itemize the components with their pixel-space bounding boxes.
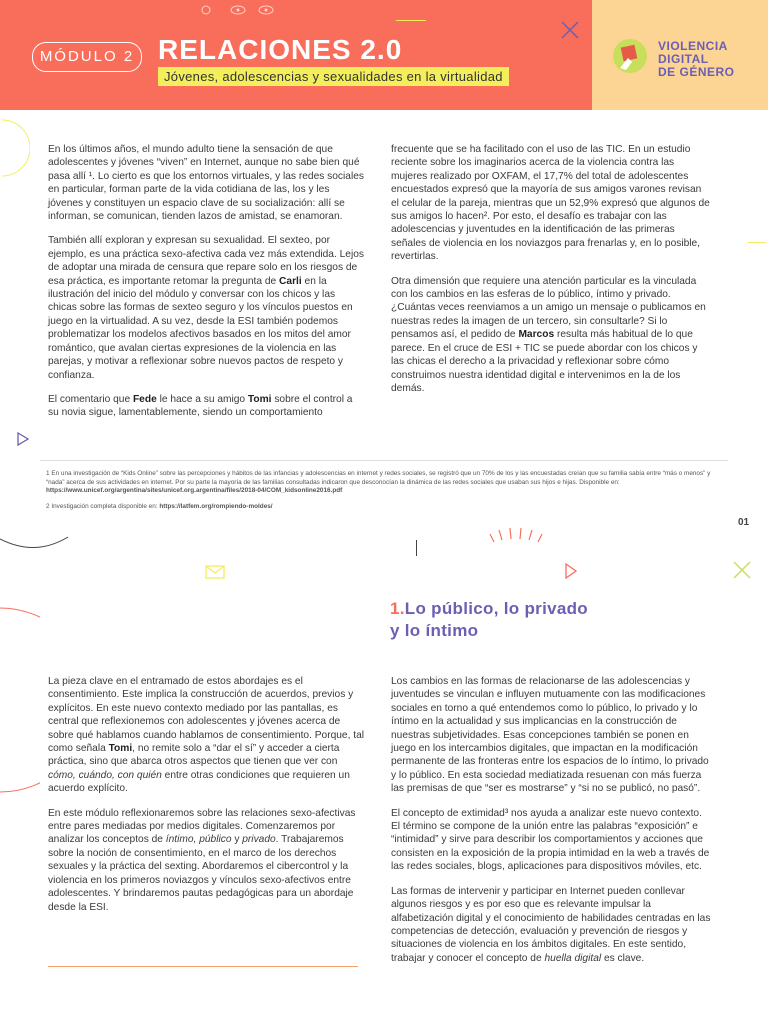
paragraph: También allí exploran y expresan su sexualidad. El sexteo, por ejemplo, es una práctica sexo-afectiva cada vez más extendida. Lejos de adoptar una mirada de censura que repare solo en los riesgos de esa práctica, es importante retomar la pregunta de Carli en la ilustración del inicio del módulo y conversar con los chicos y las chicas sobre las formas de sexteo seguro y los vínculos puestos en juego en la virtualidad. A su vez, desde la ESI también podemos problematizar los modelos afectivos basados en los mitos del amor romántico, que avalan ciertas expresiones de la violencia en las parejas, y motivar a reflexionar sobre nuevos pactos de respeto y confianza. — [48, 235, 364, 381]
decorative-sunburst — [486, 522, 550, 546]
decorative-circle-arc — [0, 606, 40, 796]
divider — [40, 460, 728, 461]
footnote: 1 En una investigación de “Kids Online” sobre las percepciones y hábitos de las infancias y adolescencias en internet y redes sociales, se registró que un 70% de los y las encuestadas creían que su familia sabía entre “más o menos” y “nada” acerca de sus actividades en internet. Por su parte la mayoría de las familias consultadas indicaron que desconocían la dinámica de las redes sociales que usaban sus hijos e hijas. Disponible en: https://www.unicef.org/argentina/sites/unicef.org.argentina/files/2018-04/COM_kidsonline2016.pdf — [46, 470, 711, 495]
page1-right-column — [391, 143, 711, 406]
logo-text — [658, 40, 735, 79]
eye-icon — [200, 4, 280, 16]
module-badge: MÓDULO 2 — [32, 42, 142, 72]
footnote: 2 Investigación completa disponible en: https://latfem.org/rompiendo-moldes/ — [46, 502, 273, 510]
logo-icon — [612, 38, 648, 74]
page1-left-column — [48, 143, 366, 431]
footnotes — [46, 470, 716, 518]
logo-line-2: DIGITAL — [658, 52, 709, 66]
page-number: 01 — [738, 517, 750, 528]
page2-right-column — [391, 675, 711, 976]
close-x-icon — [732, 560, 752, 580]
vertical-tick — [416, 540, 417, 556]
page-subtitle: Jóvenes, adolescencias y sexualidades en la virtualidad — [158, 67, 509, 86]
page2-left-column — [48, 675, 366, 925]
right-side-line — [748, 242, 766, 243]
paragraph: En este módulo reflexionaremos sobre las relaciones sexo-afectivas entre pares mediadas por medios digitales. Comenzaremos por analizar los conceptos de íntimo, público y privado. Trabajaremos sobre la noción de consentimiento, en el marco de los derechos sexuales y la práctica del sexting. Abordaremos el cibercontrol y la violencia en los primeros noviazgos y vínculos sexo-afectivos entre adolescentes. Y brindaremos pautas pedagógicas para un abordaje desde la ESI. — [48, 807, 356, 913]
section-title — [390, 598, 588, 642]
close-x-icon — [560, 20, 580, 40]
mail-icon — [205, 565, 225, 579]
section-divider — [48, 966, 358, 967]
paragraph: La pieza clave en el entramado de estos abordajes es el consentimiento. Este implica la construcción de acuerdos, previos y explícitos. En este nuevo contexto mediado por las pantallas, es central que reflexionemos con adolescentes y jóvenes acerca de sobre qué hablamos cuando hablamos de consentimiento. Porque, tal como señala Tomi, no remite solo a “dar el sí” y acceder a cierta práctica, sino que abarca otros aspectos que tienen que ver con cómo, cuándo, con quién entre otras condiciones que requieren un acuerdo explícito. — [48, 676, 365, 795]
play-icon — [16, 432, 30, 446]
decorative-arc — [0, 535, 70, 555]
paragraph: El comentario que Fede le hace a su amigo Tomi sobre el control a su novia sigue, lamentablemente, siendo un comportamiento — [48, 393, 353, 419]
page-title: RELACIONES 2.0 — [158, 34, 403, 65]
paragraph: frecuente que se ha facilitado con el uso de las TIC. En un estudio reciente sobre los imaginarios acerca de la violencia contra las mujeres realizado por OXFAM, el 17,7% del total de adolescentes encuestados expresó que la mayoría de sus amigos varones revisan el celular de la pareja, mientras que un 52,9% expresó que algunos de sus amigos lo hacen². Por esto, el desafío es trabajar con las adolescencias y juventudes en la identificación de las primeras señales de violencia en los noviazgos para frenarlas y, en lo posible, revertirlas. — [391, 144, 710, 263]
paragraph: En los últimos años, el mundo adulto tiene la sensación de que adolescentes y jóvenes “viven” en Internet, aunque no sabe bien qué pasa allí ¹. Lo cierto es que los entornos virtuales, y las redes sociales en particular, forman parte de la vida cotidiana de las, los y les jóvenes y constituyen un espacio clave de su socialización: allí se informan, se comunican, tienden lazos de amistad, se enamoran. — [48, 144, 364, 223]
paragraph: El concepto de extimidad³ nos ayuda a analizar este nuevo contexto. El término se compone de la unión entre las palabras “exposición” e “intimidad” y sirve para describir los comportamientos y acciones que consisten en la exposición de la propia intimidad en la web a través de las redes sociales, blogs, aplicaciones para dispositivos móviles, etc. — [391, 807, 710, 873]
section-title-line-1: Lo público, lo privado — [404, 599, 588, 618]
section-title-line-2: y lo íntimo — [390, 621, 479, 640]
logo-line-3: DE GÉNERO — [658, 65, 735, 79]
paragraph: Las formas de intervenir y participar en Internet pueden conllevar algunos riesgos y es por eso que es relevante impulsar la alfabetización digital y el conocimiento de habilidades centradas en las competencias de detección, evaluación y prevención de riesgos y situaciones de violencia en los ámbitos digitales. En este sentido, trabajar y conocer el concepto de huella digital es clave. — [391, 885, 711, 964]
paragraph: Otra dimensión que requiere una atención particular es la vinculada con los cambios en las esferas de lo público, íntimo y privado. ¿Cuántas veces reenviamos a un amigo un mensaje o publicamos en nuestras redes la imagen de un tercero, sin consultarle? Si lo pensamos así, el pedido de Marcos resulta más habitual de lo que parece. En el cruce de ESI + TIC se puede abordar con los chicos y las chicas el derecho a la privacidad y reflexionar sobre cómo construimos nuestra identidad digital e intervenimos en la de los demás. — [391, 275, 706, 394]
logo-line-1: VIOLENCIA — [658, 39, 728, 53]
play-icon — [564, 563, 578, 579]
section-number: 1. — [390, 599, 405, 618]
decorative-curve — [0, 118, 30, 178]
paragraph: Los cambios en las formas de relacionarse de las adolescencias y juventudes se vinculan e influyen mutuamente con las modificaciones sociales en torno a qué entendemos como lo público, lo privado y lo íntimo en la actualidad y sus implicancias en la construcción de nuestras subjetividades. Esas concepciones también se ponen en juego en los intercambios digitales, que impactan en la modificación permanente de las fronteras entre los espacios de lo íntimo, lo privado y lo público. En esta sociedad mediatizada resuenan con más fuerza las premisas de que “ser es mostrarse” y “si no se publicó, no pasó”. — [391, 676, 709, 795]
header-line — [396, 20, 426, 21]
